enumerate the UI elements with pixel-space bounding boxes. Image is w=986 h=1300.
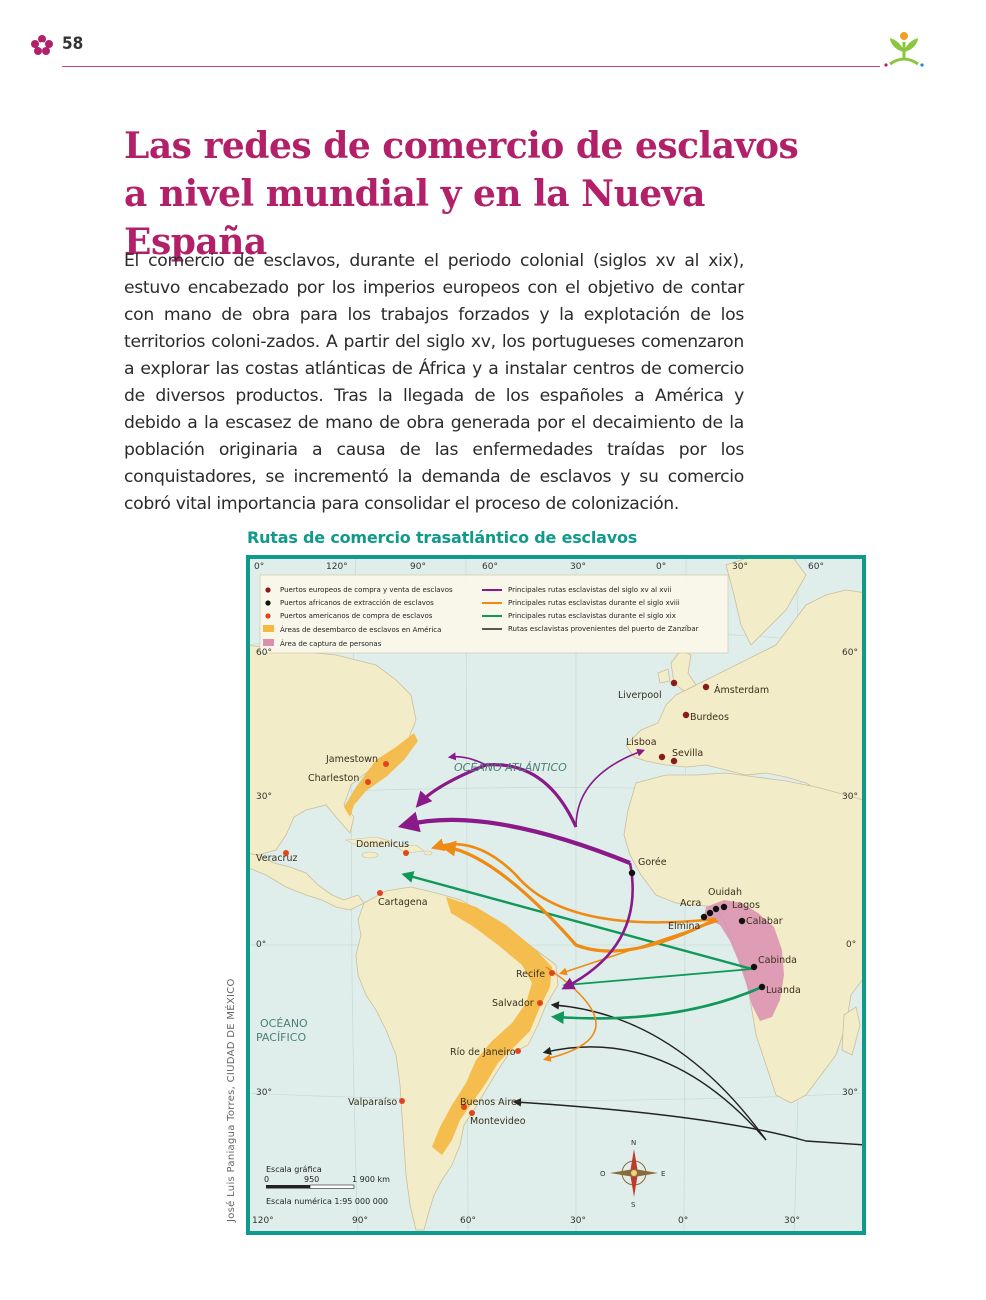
lat-right-2: 30° [842,792,858,802]
port-elmina [701,914,707,920]
map-credit: José Luis Paniagua Torres, CIUDAD DE MÉXICO [226,978,237,1222]
scale-tick-950: 950 [304,1175,320,1184]
lon-bottom-6: 30° [784,1216,800,1226]
body-paragraph: El comercio de esclavos, durante el periodo colonial (siglos xv al xix), estuvo encabezado por los imperios europeos con el objetivo de contar con mano de obra para los trabajos forzados y la explotación de los territorios coloni-zados. A partir del siglo xv, los portugueses comenzaron a explorar las costas atlánticas de África y a instalar centros de comercio de diversos productos. Tras la llegada de los españoles a América y debido a la escasez de mano de obra generada por el decaimiento de la población originaria a causa de las enfermedades traídas por los conquistadores, se incrementó la demanda de esclavos y su comercio cobró vital importancia para consolidar el proceso de colonización. [124,251,744,514]
label-ouidah: Ouidah [708,887,743,898]
legend-african-ports: Puertos africanos de extracción de esclavos [280,599,434,607]
page-title: Las redes de comercio de esclavos a nivel mundial y en la Nueva España [124,125,799,263]
scale-tick-0: 0 [264,1175,270,1184]
label-calabar: Calabar [746,916,783,927]
label-amsterdam: Ámsterdam [714,685,770,696]
lat-right-1: 60° [842,648,858,658]
label-jamestown: Jamestown [326,754,378,765]
port-recife [549,970,555,976]
port-salvador [537,1000,543,1006]
scale-tick-1900: 1 900 km [352,1175,390,1184]
port-cartagena [377,890,383,896]
map-title: Rutas de comercio trasatlántico de esclavos [247,528,638,547]
port-acra [707,910,713,916]
port-burdeos [683,712,689,718]
port-lisboa [659,754,665,760]
port-goree [629,870,635,876]
lon-bottom-5: 0° [678,1216,689,1226]
label-goree: Gorée [638,857,667,868]
port-cabinda [751,964,757,970]
port-amsterdam [703,684,709,690]
label-lagos: Lagos [732,900,760,911]
lon-top-3: 90° [410,562,426,572]
lat-left-3: 0° [256,940,267,950]
compass-o: O [600,1170,606,1178]
lon-top-2: 120° [326,562,348,572]
legend-capture-area: Área de captura de personas [280,640,382,648]
page-number: 58 [62,34,84,54]
scale-numeric: Escala numérica 1:95 000 000 [266,1197,388,1206]
label-cabinda: Cabinda [758,955,797,966]
label-charleston: Charleston [308,773,360,784]
port-rio [515,1048,521,1054]
lon-top-5: 30° [570,562,586,572]
legend-orange-route: Principales rutas esclavistas durante el siglo xviii [508,599,680,607]
compass-n: N [631,1139,637,1147]
port-ouidah [713,906,719,912]
slave-trade-map [246,555,866,1235]
port-domenicus [403,850,409,856]
lon-bottom-4: 30° [570,1216,586,1226]
label-pacific-ocean-2: PACÍFICO [256,1031,307,1044]
label-montevideo: Montevideo [470,1116,526,1127]
label-luanda: Luanda [766,985,801,996]
sprout-logo-icon [884,30,924,68]
port-charleston [365,779,371,785]
label-lisboa: Lisboa [626,737,657,748]
legend-green-route: Principales rutas esclavistas durante el siglo xix [508,612,676,620]
scale-label: Escala gráfica [266,1165,322,1174]
label-buenos-aires: Buenos Aires [460,1097,522,1108]
label-cartagena: Cartagena [378,897,428,908]
legend-american-ports: Puertos americanos de compra de esclavos [280,612,433,620]
port-luanda [759,984,765,990]
lon-bottom-1: 120° [252,1216,274,1226]
label-pacific-ocean-1: OCÉANO [260,1017,308,1030]
lat-left-4: 30° [256,1088,272,1098]
port-calabar [739,918,745,924]
label-rio: Río de Janeiro [450,1047,516,1058]
label-recife: Recife [516,969,546,980]
label-atlantic-ocean: OCÉANO ATLÁNTICO [454,761,567,774]
compass-e: E [661,1170,666,1178]
compass-s: S [631,1201,636,1209]
lat-left-2: 30° [256,792,272,802]
lat-right-4: 30° [842,1088,858,1098]
lat-right-3: 0° [846,940,857,950]
label-burdeos: Burdeos [690,712,729,723]
label-liverpool: Liverpool [618,690,662,701]
port-lagos [721,904,727,910]
label-salvador: Salvador [492,998,534,1009]
port-jamestown [383,761,389,767]
label-domenicus: Domenicus [356,839,410,850]
port-liverpool [671,680,677,686]
lon-bottom-2: 90° [352,1216,368,1226]
label-valparaiso: Valparaíso [348,1097,398,1108]
lon-top-6: 0° [656,562,667,572]
header-rule [62,66,880,67]
label-acra: Acra [680,898,702,909]
legend-landing-areas: Áreas de desembarco de esclavos en América [280,626,442,634]
lon-top-8: 60° [808,562,824,572]
lon-top-7: 30° [732,562,748,572]
legend-black-route: Rutas esclavistas provenientes del puerto de Zanzíbar [508,625,699,633]
lat-left-1: 60° [256,648,272,658]
flower-logo-icon [28,32,56,58]
lon-bottom-3: 60° [460,1216,476,1226]
lon-top-4: 60° [482,562,498,572]
label-elmina: Elmina [668,921,701,932]
label-sevilla: Sevilla [672,748,704,759]
label-veracruz: Veracruz [256,853,298,864]
legend-purple-route: Principales rutas esclavistas del siglo xv al xvii [508,586,672,594]
port-valparaiso [399,1098,405,1104]
map-legend [260,575,728,653]
legend-european-ports: Puertos europeos de compra y venta de esclavos [280,586,453,594]
lon-top-1: 0° [254,562,265,572]
